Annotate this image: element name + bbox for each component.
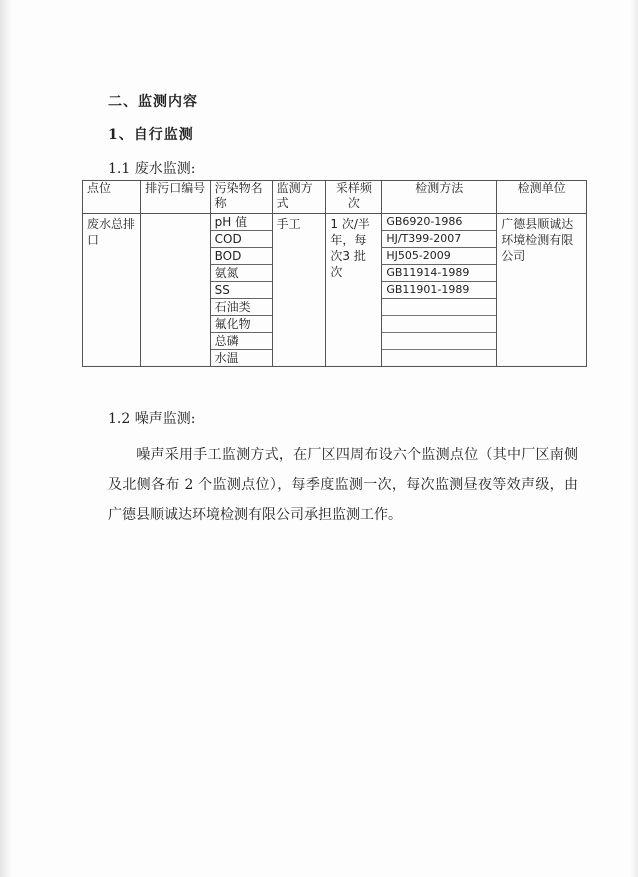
header-cell: 采样频次 <box>326 181 382 214</box>
header-cell: 监测方式 <box>272 181 326 214</box>
outlet-no-cell <box>140 214 210 367</box>
wastewater-monitoring-table <box>82 180 587 367</box>
list-item: HJ/T399-2007 <box>382 231 496 248</box>
methods-cell <box>382 214 497 367</box>
list-item: 水温 <box>214 351 239 365</box>
list-item: 氟化物 <box>211 316 272 333</box>
list-item <box>382 299 496 316</box>
table-row <box>83 214 587 367</box>
list-item: GB11914-1989 <box>382 265 496 282</box>
frequency-cell <box>326 214 382 367</box>
header-cell: 污染物名称 <box>210 181 272 214</box>
header-cell: 检测单位 <box>497 181 587 214</box>
wastewater-heading: 1.1 废水监测: <box>108 161 196 177</box>
list-item: pH 值 <box>211 214 272 231</box>
list-item: 氨氮 <box>211 265 272 282</box>
list-item: GB6920-1986 <box>382 214 496 231</box>
point-text: 废水总排口 <box>87 217 136 247</box>
scan-shadow-right <box>630 0 638 877</box>
mode-cell <box>272 214 326 367</box>
noise-heading: 1.2 噪声监测: <box>108 411 196 427</box>
section-title: 二、监测内容 <box>108 94 198 110</box>
list-item: GB11901-1989 <box>382 282 496 299</box>
list-item: COD <box>211 231 272 248</box>
frequency-text: 1 次/半年，每次3 批次 <box>330 217 370 279</box>
list-item: 总磷 <box>211 333 272 350</box>
pollutants-cell <box>210 214 272 367</box>
noise-paragraph-text: 噪声采用手工监测方式，在厂区四周布设六个监测点位（其中厂区南侧及北侧各布 2 个监测点位），每季度监测一次，每次监测昼夜等效声级，由广德县顺诚达环境检测有限公司承担监测工作。 <box>108 447 578 523</box>
list-item <box>382 333 496 350</box>
list-item <box>382 350 496 366</box>
pollutant-list <box>211 214 272 366</box>
mode-text: 手工 <box>276 217 301 231</box>
unit-cell <box>497 214 587 367</box>
list-item: SS <box>211 282 272 299</box>
point-cell <box>83 214 141 367</box>
subsection-title: 1、自行监测 <box>108 127 194 143</box>
outlet-no-text <box>145 214 206 216</box>
table-header-row <box>83 181 587 214</box>
header-cell: 点位 <box>83 181 141 214</box>
header-cell: 排污口编号 <box>140 181 210 214</box>
list-item <box>382 316 496 333</box>
list-item: 石油类 <box>211 299 272 316</box>
method-list <box>382 214 496 366</box>
header-cell: 检测方法 <box>382 181 497 214</box>
list-item: HJ505-2009 <box>382 248 496 265</box>
list-item: BOD <box>211 248 272 265</box>
noise-paragraph <box>108 440 578 530</box>
scan-shadow-left <box>0 0 12 877</box>
unit-text: 广德县顺诚达环境检测有限公司 <box>501 217 574 263</box>
